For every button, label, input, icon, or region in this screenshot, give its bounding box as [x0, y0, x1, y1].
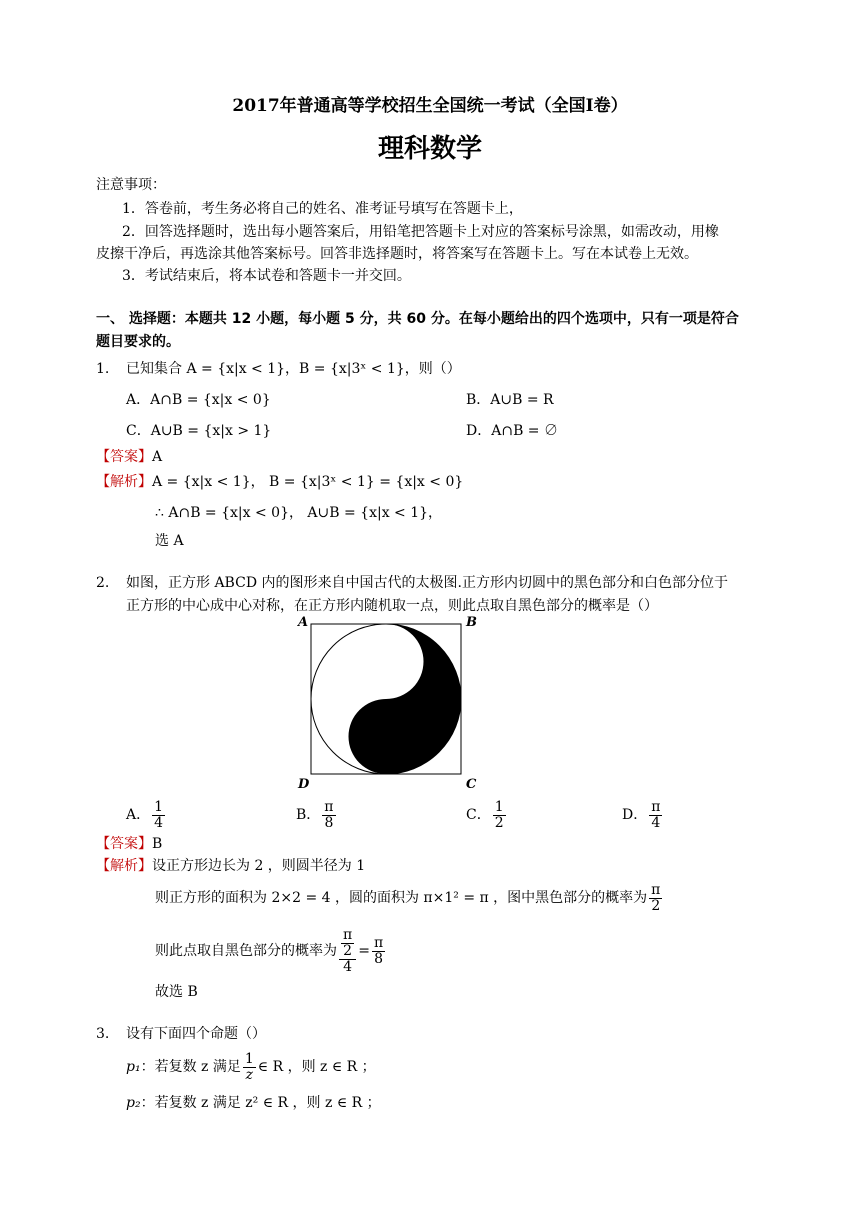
q2-number: 2.	[96, 575, 110, 591]
q1-stem: 已知集合 A = {x|x < 1}，B = {x|3ˣ < 1}，则（）	[126, 361, 461, 377]
q3-proposition-p1	[126, 1050, 376, 1084]
numerator: 1	[244, 1050, 254, 1067]
section-heading-line2: 题目要求的。	[96, 334, 180, 350]
q2-option-a-fraction	[152, 800, 165, 831]
p2-text: ：若复数 z 满足 z² ∈ R ，则 z ∈ R ；	[140, 1095, 381, 1111]
notice-heading: 注意事项：	[96, 177, 166, 193]
p1-text-b: ∈ R ，则 z ∈ R ；	[257, 1059, 376, 1075]
black-probability-fraction	[649, 883, 662, 914]
q2-option-c-label: C．	[466, 807, 491, 823]
notice-item-3: 3．考试结束后，将本试卷和答题卡一并交回。	[122, 268, 411, 284]
q1-analysis-line-3: 选 A	[155, 533, 184, 549]
q2-option-c	[466, 798, 508, 832]
q2-analysis-tag: 【解析】	[96, 858, 152, 874]
q2-analysis-line-2	[155, 880, 664, 916]
q2-option-a	[126, 798, 167, 832]
denominator: 8	[374, 950, 383, 967]
q2-answer-tag: 【答案】	[96, 836, 152, 852]
q3-number: 3.	[96, 1026, 110, 1042]
p2-label: p₂	[126, 1095, 141, 1111]
notice-item-1: 1．答卷前，考生务必将自己的姓名、准考证号填写在答题卡上，	[122, 201, 523, 217]
q2-analysis-line-4: 故选 B	[155, 984, 198, 1000]
equals-sign: =	[358, 943, 370, 959]
q1-number: 1.	[96, 361, 110, 377]
q2-option-d	[622, 798, 664, 832]
q2-option-d-label: D．	[622, 807, 648, 823]
notice-item-2: 2．回答选择题时，选出每小题答案后，用铅笔把答题卡上对应的答案标号涂黑，如需改动，用橡	[122, 224, 719, 240]
q2-option-b-label: B．	[296, 807, 321, 823]
notice-item-2-cont: 皮擦干净后，再选涂其他答案标号。回答非选择题时，将答案写在答题卡上。写在本试卷上无效。	[96, 246, 698, 262]
denominator: 2	[343, 942, 353, 959]
denominator: 2	[651, 897, 661, 914]
denominator: 8	[324, 814, 334, 831]
numerator: π	[373, 934, 384, 951]
inner-fraction	[341, 928, 354, 959]
q1-option-b: B．A∪B = R	[466, 392, 554, 408]
label-b: B	[466, 615, 477, 630]
label-a: A	[298, 615, 309, 630]
q2-analysis-line-2-text: 则正方形的面积为 2×2 = 4 ，圆的面积为 π×1² = π ，图中黑色部分的概率为	[155, 890, 648, 906]
numerator: π	[651, 798, 661, 815]
q3-proposition-p2	[126, 1093, 381, 1113]
p1-label: p₁	[126, 1059, 141, 1075]
numerator: π	[343, 926, 353, 943]
p1-text-a: ：若复数 z 满足	[140, 1059, 241, 1075]
numerator: π	[651, 881, 661, 898]
q2-option-a-label: A．	[126, 807, 151, 823]
q1-answer-value: A	[152, 449, 163, 465]
taiji-figure	[296, 614, 486, 790]
q2-analysis-line-3	[155, 926, 387, 976]
numerator: π	[324, 798, 334, 815]
q2-answer-value: B	[152, 836, 163, 852]
numerator: 1	[494, 798, 504, 815]
subject-title: 理科数学	[377, 134, 482, 164]
q1-option-a: A．A∩B = {x|x < 0}	[126, 392, 271, 408]
white-dot	[377, 653, 395, 671]
q2-option-b	[296, 798, 338, 832]
q2-stem-line2: 正方形的中心成中心对称，在正方形内随机取一点，则此点取自黑色部分的概率是（）	[126, 598, 658, 614]
q1-analysis	[96, 472, 463, 492]
numerator: 1	[154, 798, 164, 815]
q2-analysis-line-1: 设正方形边长为 2 ，则圆半径为 1	[152, 858, 366, 874]
black-dot	[377, 728, 395, 746]
q2-answer	[96, 834, 162, 854]
q1-option-c: C．A∪B = {x|x > 1}	[126, 423, 272, 439]
q1-analysis-line-2: ∴ A∩B = {x|x < 0}， A∪B = {x|x < 1}，	[155, 505, 443, 521]
label-c: C	[466, 777, 477, 790]
compound-fraction	[339, 928, 356, 975]
q2-option-d-fraction	[649, 800, 662, 831]
exam-title: 2017年普通高等学校招生全国统一考试（全国I卷）	[232, 96, 628, 116]
section-heading-line1: 一、 选择题：本题共 12 小题，每小题 5 分，共 60 分。在每小题给出的四个选项中，只有一项是符合	[96, 311, 739, 327]
compound-denominator: 4	[343, 958, 353, 975]
q2-analysis	[96, 856, 365, 876]
p1-fraction	[243, 1052, 256, 1083]
q1-analysis-tag: 【解析】	[96, 474, 152, 490]
denominator: 2	[494, 814, 504, 831]
q1-answer	[96, 447, 162, 467]
q3-stem: 设有下面四个命题（）	[126, 1026, 266, 1042]
result-fraction	[372, 936, 385, 967]
denominator: 4	[651, 814, 661, 831]
denominator: 4	[154, 814, 164, 831]
q2-option-c-fraction	[493, 800, 506, 831]
q2-stem-line1: 如图，正方形 ABCD 内的图形来自中国古代的太极图.正方形内切圆中的黑色部分和白色部分位于	[126, 575, 728, 591]
q1-option-d: D．A∩B = ∅	[466, 423, 558, 439]
q2-option-b-fraction	[322, 800, 335, 831]
compound-numerator	[339, 928, 356, 960]
label-d: D	[298, 777, 310, 790]
q2-analysis-line-3-text: 则此点取自黑色部分的概率为	[155, 943, 337, 959]
q1-analysis-line-1: A = {x|x < 1}， B = {x|3ˣ < 1} = {x|x < 0}	[152, 474, 464, 490]
q1-answer-tag: 【答案】	[96, 449, 152, 465]
denominator: z	[245, 1066, 254, 1083]
